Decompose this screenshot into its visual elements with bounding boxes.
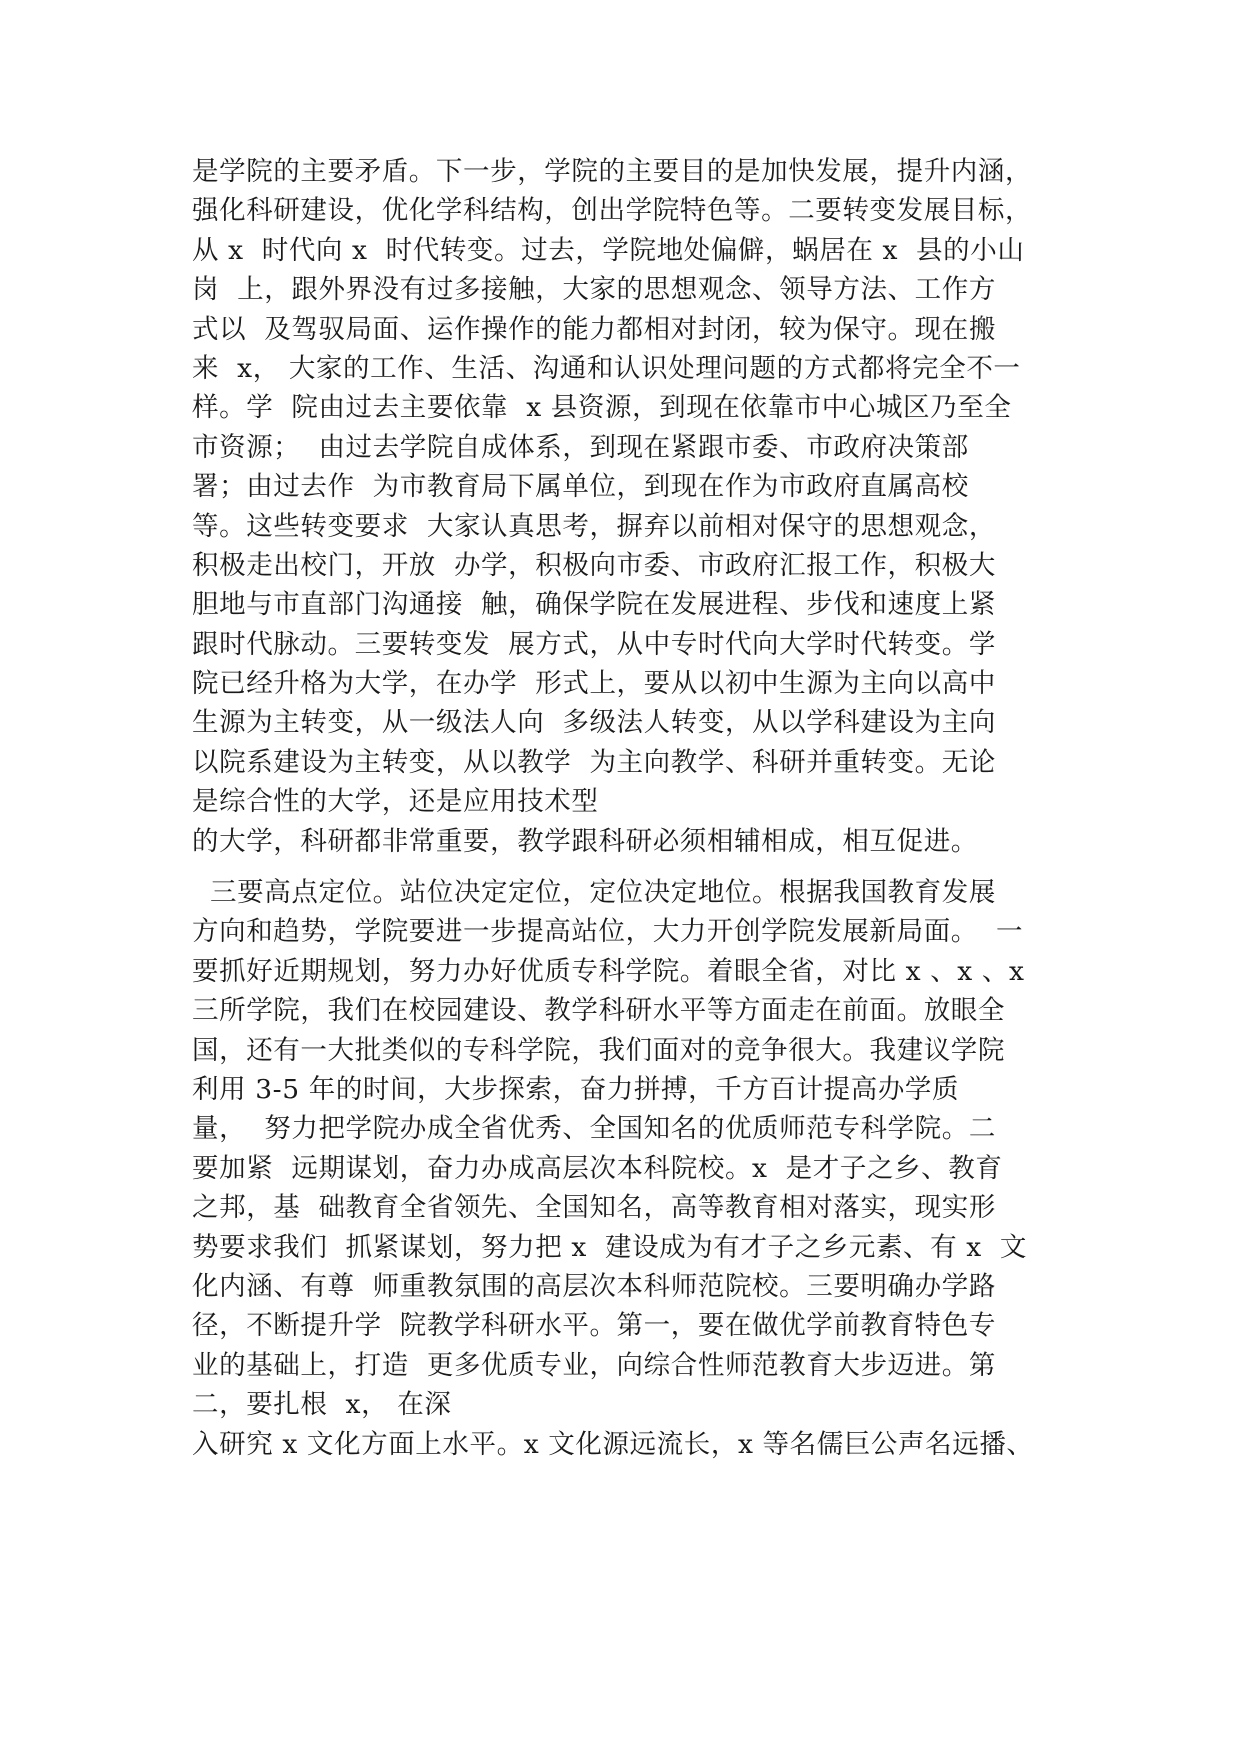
text-line: 业的基础上，打造 更多优质专业，向综合性师范教育大步迈进。第 bbox=[192, 1349, 996, 1381]
document-body bbox=[192, 152, 1072, 1464]
text-line: 利用 3-5 年的时间，大步探索，奋力拼搏，千方百计提高办学质 bbox=[192, 1073, 960, 1105]
text-line: 署；由过去作 为市教育局下属单位，到现在作为市政府直属高校 bbox=[192, 471, 969, 503]
text-line: 是学院的主要矛盾。下一步，学院的主要目的是加快发展，提升内涵， bbox=[192, 156, 1033, 187]
text-line: 国，还有一大批类似的专科学院，我们面对的竞争很大。我建议学院 bbox=[192, 1034, 1005, 1066]
text-line: 要加紧 远期谋划，奋力办成高层次本科院校。x 是才子之乡、教育 bbox=[192, 1152, 1003, 1184]
text-line: 院已经升格为大学，在办学 形式上，要从以初中生源为主向以高中 bbox=[192, 668, 996, 700]
text-line: 岗 上，跟外界没有过多接触，大家的思想观念、领导方法、工作方 bbox=[192, 274, 996, 306]
text-line: 量， 努力把学院办成全省优秀、全国知名的优质师范专科学院。二 bbox=[192, 1113, 996, 1145]
text-line: 之邦，基 础教育全省领先、全国知名，高等教育相对落实，现实形 bbox=[192, 1192, 996, 1224]
text-line: 生源为主转变，从一级法人向 多级法人转变，从以学科建设为主向 bbox=[192, 707, 996, 739]
text-line: 是综合性的大学，还是应用技术型 bbox=[192, 786, 599, 818]
paragraph-gap bbox=[192, 861, 1072, 873]
text-line: 势要求我们 抓紧谋划，努力把 x 建设成为有才子之乡元素、有 x 文 bbox=[192, 1231, 1027, 1263]
text-line: 二，要扎根 x， 在深 bbox=[192, 1389, 452, 1421]
text-line: 从 x 时代向 x 时代转变。过去，学院地处偏僻，蜗居在 x 县的小山 bbox=[192, 234, 1025, 266]
text-line: 入研究 x 文化方面上水平。x 文化源远流长，x 等名儒巨公声名远播、 bbox=[192, 1428, 1034, 1460]
text-line: 等。这些转变要求 大家认真思考，摒弃以前相对保守的思想观念， bbox=[192, 510, 996, 542]
text-line: 三所学院，我们在校园建设、教学科研水平等方面走在前面。放眼全 bbox=[192, 995, 1005, 1027]
text-line: 径，不断提升学 院教学科研水平。第一，要在做优学前教育特色专 bbox=[192, 1310, 996, 1342]
text-line: 化内涵、有尊 师重教氛围的高层次本科师范院校。三要明确办学路 bbox=[192, 1270, 996, 1302]
text-line: 要抓好近期规划，努力办好优质专科学院。着眼全省，对比 x 、x 、x bbox=[192, 955, 1025, 987]
text-line: 跟时代脉动。三要转变发 展方式，从中专时代向大学时代转变。学 bbox=[192, 628, 996, 660]
text-line: 市资源； 由过去学院自成体系，到现在紧跟市委、市政府决策部 bbox=[192, 431, 969, 463]
text-line: 以院系建设为主转变，从以教学 为主向教学、科研并重转变。无论 bbox=[192, 746, 996, 778]
text-line: 样。学 院由过去主要依靠 x 县资源，到现在依靠市中心城区乃至全 bbox=[192, 392, 1012, 424]
text-line: 积极走出校门，开放 办学，积极向市委、市政府汇报工作，积极大 bbox=[192, 549, 996, 581]
text-line: 强化科研建设，优化学科结构，创出学院特色等。二要转变发展目标， bbox=[192, 195, 1033, 227]
text-line: 的大学，科研都非常重要，教学跟科研必须相辅相成，相互促进。 bbox=[192, 825, 978, 857]
text-line: 方向和趋势，学院要进一步提高站位，大力开创学院发展新局面。 一 bbox=[192, 916, 1024, 948]
text-line: 式以 及驾驭局面、运作操作的能力都相对封闭，较为保守。现在搬 bbox=[192, 313, 996, 345]
text-line: 胆地与市直部门沟通接 触，确保学院在发展进程、步伐和速度上紧 bbox=[192, 589, 996, 621]
text-line: 三要高点定位。站位决定定位，定位决定地位。根据我国教育发展 bbox=[192, 877, 996, 909]
text-line: 来 x， 大家的工作、生活、沟通和认识处理问题的方式都将完全不一 bbox=[192, 352, 1021, 384]
